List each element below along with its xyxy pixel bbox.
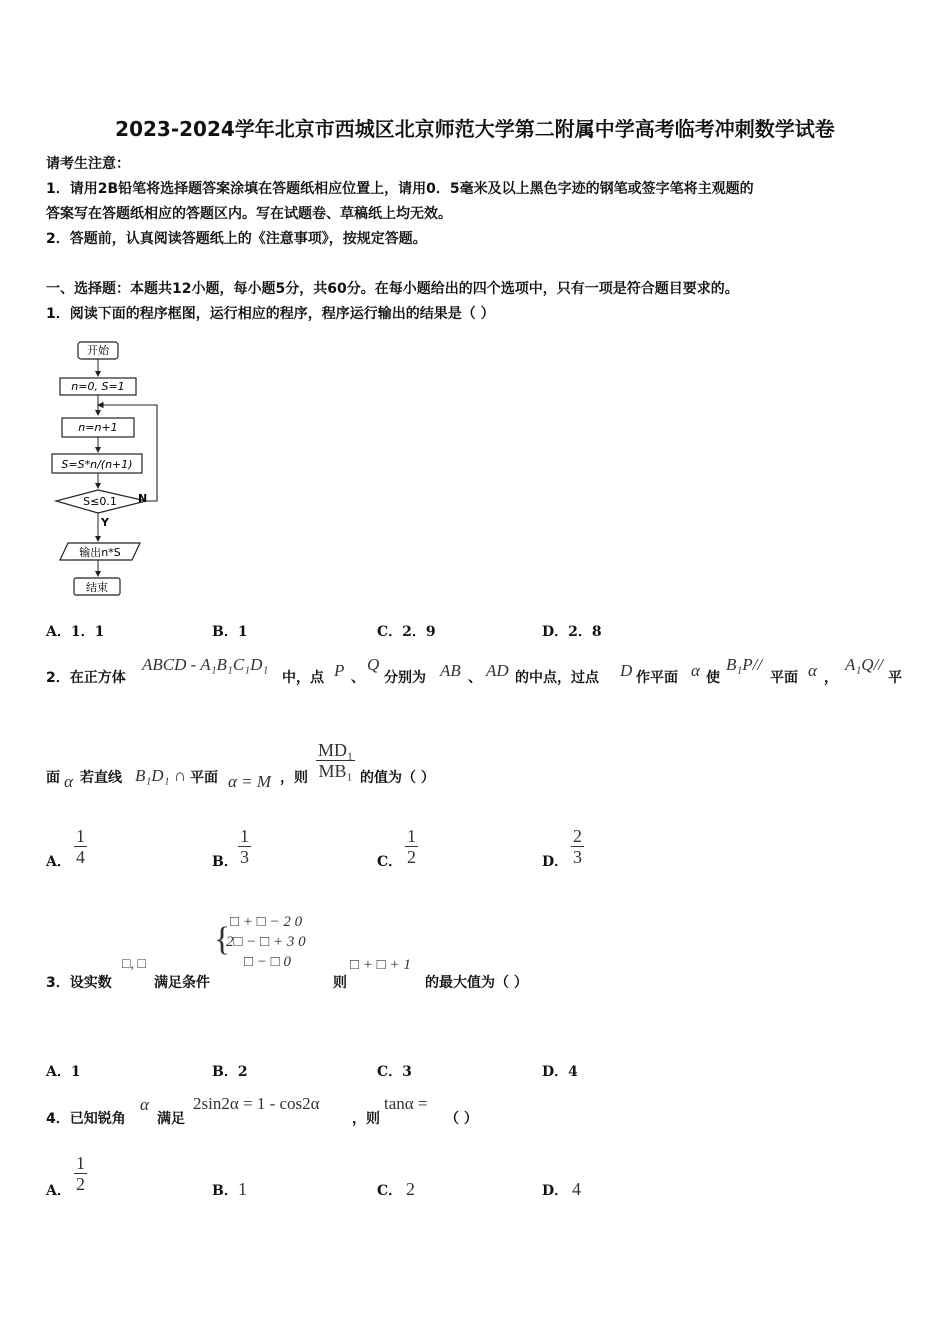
q2-segment-ad: AD: [486, 661, 509, 680]
q2-option-c-frac: [405, 826, 418, 867]
q2-sep-2: 、: [468, 670, 482, 686]
q4-option-b-label: B．: [212, 1183, 238, 1199]
q3-expr: □ + □ + 1: [350, 957, 411, 973]
notice-item1-line1: 1．请用2B铅笔将选择题答案涂填在答题纸相应位置上，请用0．5毫米及以上黑色字迹的钢笔或签字笔将主观题的: [46, 181, 754, 197]
q4-option-a-frac: [74, 1153, 87, 1194]
q2-text-10: ，: [824, 670, 838, 686]
q4-text-4: （ ）: [445, 1111, 478, 1127]
section-heading: 一、选择题：本题共12小题，每小题5分，共60分。在每小题给出的四个选项中，只有一项是符合题目要求的。: [46, 281, 739, 297]
q3-text-4: 的最大值为（ ）: [425, 975, 528, 991]
q2-text-l2c: 平面: [190, 770, 218, 786]
q3-option-a: A．1: [46, 1064, 81, 1080]
q2-option-b-label: B．: [212, 854, 238, 870]
q2-ratio-den: MB₁: [318, 761, 353, 781]
q4-text-3: ，则: [352, 1111, 380, 1127]
q2-b1d1: B₁D₁ ∩: [135, 766, 187, 785]
q4-option-a-label: A．: [46, 1183, 71, 1199]
q2-b1p: B₁P//: [726, 655, 763, 674]
q4-option-c-value: 2: [406, 1179, 415, 1199]
flow-end-text: 结束: [86, 581, 108, 594]
q2-alpha-3: α: [64, 772, 73, 791]
q2-option-c-label: C．: [377, 854, 403, 870]
q2-text-2: 中，点: [282, 670, 324, 686]
flow-no-label: N: [138, 492, 148, 505]
q3-vars: □, □: [122, 957, 146, 972]
q2-point-d: D: [620, 661, 633, 680]
q2-option-b-den: 3: [240, 847, 249, 867]
q2-ratio-num: MD₁: [318, 740, 354, 760]
flow-start-text: 开始: [87, 344, 109, 357]
q2-text-l2b: 若直线: [80, 770, 122, 786]
q4-option-d-label: D．: [542, 1183, 569, 1199]
q2-text-l2e: 的值为（ ）: [360, 770, 435, 786]
q2-text-6: 的中点，过点: [515, 670, 599, 686]
q3-option-d: D．4: [542, 1064, 578, 1080]
q2-alpha-2: α: [808, 661, 817, 680]
q4-label: 4．已知锐角: [46, 1111, 126, 1127]
notice-heading: 请考生注意：: [46, 156, 130, 172]
q3-constraint-1: □ + □ − 2 0: [230, 914, 303, 930]
q1-option-b: B．1: [212, 624, 248, 640]
q2-text-7: 作平面: [636, 670, 678, 686]
q4-alpha: α: [140, 1095, 149, 1114]
q2-option-a-den: 4: [76, 847, 85, 867]
q2-text-l2d: ，则: [280, 770, 308, 786]
q4-option-a-num: 1: [76, 1153, 85, 1173]
q4-equation: 2sin2α = 1 - cos2α: [193, 1094, 320, 1113]
q1-option-d: D．2．8: [542, 624, 602, 640]
q2-option-d-den: 3: [573, 847, 582, 867]
q2-a1q: A₁Q//: [845, 655, 884, 674]
q3-option-b: B．2: [212, 1064, 248, 1080]
q1-stem: 1．阅读下面的程序框图，运行相应的程序，程序运行输出的结果是（ ）: [46, 306, 495, 322]
q3-brace: {: [214, 921, 231, 958]
q3-text-3: 则: [333, 975, 347, 991]
q2-option-c-num: 1: [407, 826, 416, 846]
q1-option-a: A．1．1: [46, 624, 105, 640]
q2-segment-ab: AB: [440, 661, 461, 680]
q2-label: 2．在正方体: [46, 670, 126, 686]
notice-item1-line2: 答案写在答题纸相应的答题区内。写在试题卷、草稿纸上均无效。: [46, 206, 452, 222]
q2-text-11: 平: [888, 670, 902, 686]
q2-alpha: α: [691, 661, 700, 680]
q2-option-b-num: 1: [240, 826, 249, 846]
q3-option-c: C．3: [377, 1064, 412, 1080]
flow-init-text: n=0, S=1: [71, 380, 125, 393]
flow-update-text: S=S*n/(n+1): [61, 458, 133, 471]
flow-inc-text: n=n+1: [78, 421, 118, 434]
q3-label: 3．设实数: [46, 975, 112, 991]
q2-point-p: P: [334, 661, 345, 680]
flow-cond-text: S≤0.1: [83, 495, 117, 508]
q4-option-c-label: C．: [377, 1183, 403, 1199]
q2-option-c-den: 2: [407, 847, 416, 867]
q3-constraint-2: 2□ − □ + 3 0: [226, 934, 306, 950]
q4-tan: tanα =: [384, 1094, 428, 1113]
q2-option-d-label: D．: [542, 854, 569, 870]
flow-output-text: 输出n*S: [79, 546, 121, 559]
q4-option-b-value: 1: [238, 1179, 247, 1199]
q2-option-a-label: A．: [46, 854, 71, 870]
q2-text-8: 使: [706, 670, 720, 686]
q4-text-2: 满足: [157, 1111, 185, 1127]
q2-text-4: 分别为: [384, 670, 426, 686]
q2-option-d-num: 2: [573, 826, 582, 846]
q2-option-a-frac: [74, 826, 87, 867]
q2-ratio: [316, 740, 355, 781]
q2-option-b-frac: [238, 826, 251, 867]
q2-option-d-frac: [571, 826, 584, 867]
q2-cube: ABCD - A₁B₁C₁D₁: [142, 655, 269, 674]
q3-text-2: 满足条件: [154, 975, 210, 991]
flow-yes-label: Y: [101, 516, 109, 529]
q3-constraint-3: □ − □ 0: [244, 954, 291, 970]
q2-eq-m: α = M: [228, 772, 272, 791]
q1-option-c: C．2．9: [377, 624, 436, 640]
page-title: 2023-2024学年北京市西城区北京师范大学第二附属中学高考临考冲刺数学试卷: [115, 117, 835, 141]
q2-option-a-num: 1: [76, 826, 85, 846]
q4-option-a-den: 2: [76, 1174, 85, 1194]
q2-text-l2a: 面: [46, 770, 60, 786]
q2-text-9: 平面: [770, 670, 798, 686]
notice-item2: 2．答题前，认真阅读答题纸上的《注意事项》，按规定答题。: [46, 231, 427, 247]
q2-point-q: Q: [367, 655, 380, 674]
q1-flowchart: [50, 338, 170, 600]
q4-option-d-value: 4: [572, 1179, 581, 1199]
q2-sep-1: 、: [351, 670, 365, 686]
